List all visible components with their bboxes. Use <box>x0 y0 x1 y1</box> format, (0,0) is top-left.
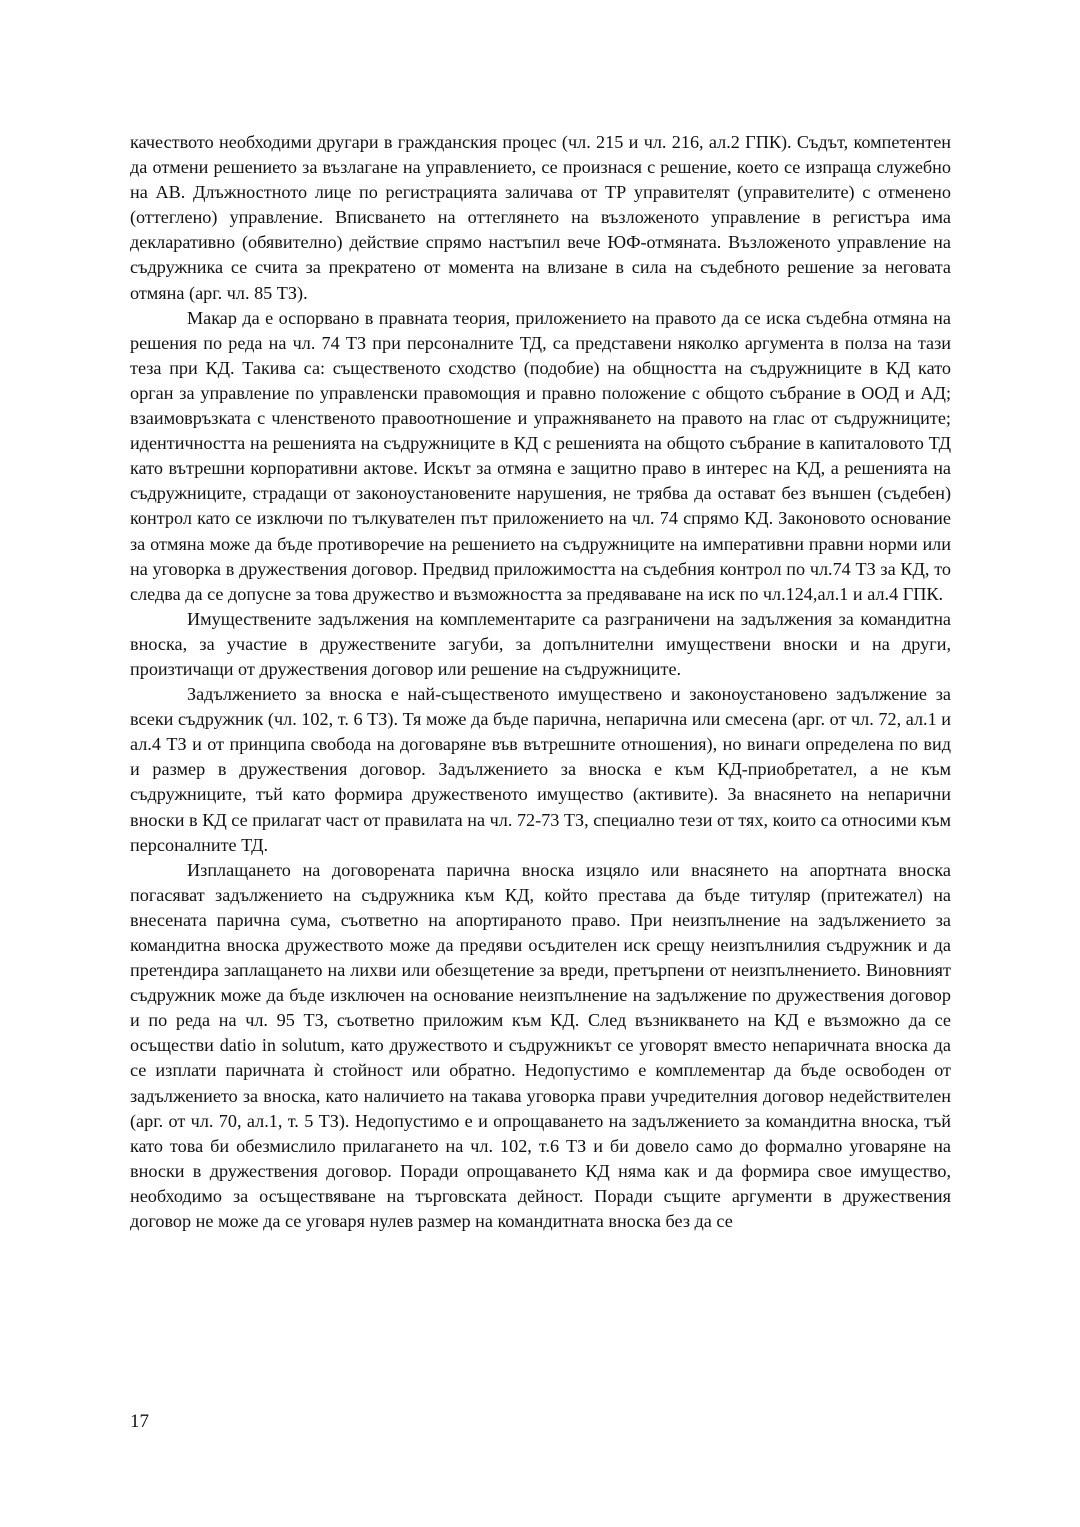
page-number: 17 <box>130 1411 149 1432</box>
paragraph-4: Задължението за вноска е най-същественото имуществено и законоустановено задължение за всеки съдружник (чл. 102, т. 6 ТЗ). Тя може да бъде парична, непарична или смесена (арг. от чл. 72, ал.1 и ал.4 ТЗ и от принципа свобода на договаряне във вътрешните отношения), но винаги определена по вид и размер в дружествения договор. Задължението за вноска е към КД-приобретател, а не към съдружниците, тъй като формира дружественото имущество (активите). За внасянето на непарични вноски в КД се прилагат част от правилата на чл. 72-73 ТЗ, специално тези от тях, които са относими към персоналните ТД. <box>130 684 952 855</box>
paragraph-1: качеството необходими другари в гражданския процес (чл. 215 и чл. 216, ал.2 ГПК). Съдът, компетентен да отмени решението за възлагане на управлението, се произнася с решение, което се изпраща служебно на АВ. Длъжностното лице по регистрацията заличава от ТР управителят (управителите) с отменено (оттеглено) управление. Вписването на оттеглянето на възложеното управление в регистъра има декларативно (обявително) действие спрямо настъпил вече ЮФ-отмяната. Възложеното управление на съдружника се счита за прекратено от момента на влизане в сила на съдебното решение за неговата отмяна (арг. чл. 85 ТЗ). <box>130 132 951 303</box>
body-text <box>130 130 951 1234</box>
paragraph-3: Имуществените задължения на комплементарите са разграничени на задължения за командитна вноска, за участие в дружествените загуби, за допълнителни имуществени вноски и на други, произтичащи от дружествения договор или решение на съдружниците. <box>130 608 951 679</box>
paragraph-2: Макар да е оспорвано в правната теория, приложението на правото да се иска съдебна отмяна на решения по реда на чл. 74 ТЗ при персоналните ТД, са представени няколко аргумента в полза на тази теза при КД. Такива са: същественото сходство (подобие) на общността на съдружниците в КД като орган за управление по управленски правомощия и правно положение с общото събрание в ООД и АД; взаимовръзката с членственото правоотношение и упражняването на правото на глас от съдружниците; идентичността на решенията на съдружниците в КД с решенията на общото събрание в капиталовото ТД като вътрешни корпоративни актове. Искът за отмяна е защитно право в интерес на КД, а решенията на съдружниците, страдащи от законоустановените нарушения, не трябва да остават без външен (съдебен) контрол като се изключи по тълкувателен път приложението на чл. 74 спрямо КД. Законовото основание за отмяна може да бъде противоречие на решението на съдружниците на императивни правни норми или на уговорка в дружествения договор. Предвид приложимостта на съдебния контрол по чл.74 ТЗ за КД, то следва да се допусне за това дружество и възможността за предяваване на иск по чл.124,ал.1 и ал.4 ГПК. <box>130 307 951 604</box>
paragraph-5: Изплащането на договорената парична вноска изцяло или внасянето на апортната вноска погасяват задължението на съдружника към КД, който престава да бъде титуляр (притежател) на внесената парична сума, съответно на апортираното право. При неизпълнение на задължението за командитна вноска дружеството може да предяви осъдителен иск срещу неизпълнилия съдружник и да претендира заплащането на лихви или обезщетение за вреди, претърпени от неизпълнението. Виновният съдружник може да бъде изключен на основание неизпълнение на задължение по дружествения договор и по реда на чл. 95 ТЗ, съответно приложим към КД. След възникването на КД е възможно да се осъществи datio in solutum, като дружеството и съдружникът се уговорят вместо непаричната вноска да се изплати паричната ѝ стойност или обратно. Недопустимо е комплементар да бъде освободен от задължението за вноска, като наличието на такава уговорка прави учредителния договор недействителен (арг. от чл. 70, ал.1, т. 5 ТЗ). Недопустимо е и опрощаването на задължението за командитна вноска, тъй като това би обезмислило прилагането на чл. 102, т.6 ТЗ и би довело само до формално уговаряне на вноски в дружествения договор. Поради опрощаването КД няма как и да формира свое имущество, необходимо за осъществяване на търговската дейност. Поради същите аргументи в дружествения договор не може да се уговаря нулев размер на командитната вноска без да се <box>130 859 951 1232</box>
